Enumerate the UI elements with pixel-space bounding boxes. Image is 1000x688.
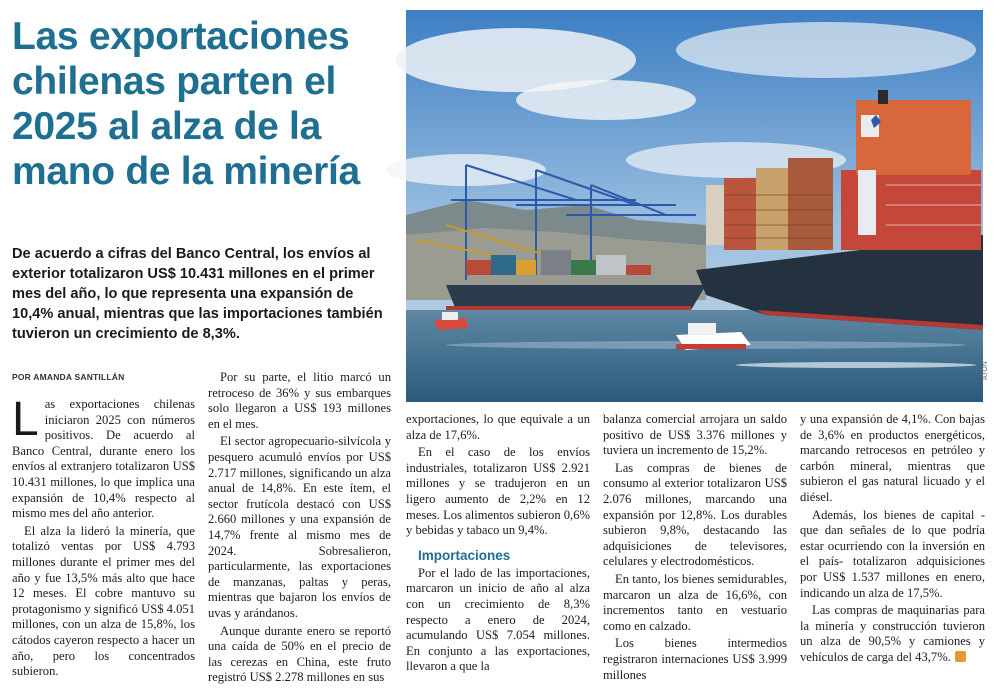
body-column-5	[800, 412, 985, 668]
body-paragraph: Por su parte, el litio marcó un retroceso de 36% y sus embarques solo llegaron a US$ 193 millones en el mes.	[208, 370, 391, 431]
body-paragraph: En tanto, los bienes semidurables, marcaron un alza de 16,6%, con incrementos tanto en vestuario como en calzado.	[603, 571, 787, 633]
body-paragraph: Aunque durante enero se reportó una caída de 50% en el precio de las cerezas en China, este fruto registró US$ 2.278 millones en sus	[208, 623, 391, 685]
port-photo	[406, 10, 983, 402]
body-paragraph: El sector agropecuario-silvícola y pesquero acumuló envíos por US$ 2.717 millones, significando un alza anual de 14,8%. En este ítem, el sector frutícola destacó con US$ 2.660 millones y una expansión de 14,7% frente al mismo mes de 2024. Sobresalieron, particularmente, las exportaciones de manzanas, paltas y peras, mientras que bajaron los envíos de uvas y arándanos.	[208, 434, 391, 620]
body-paragraph: y una expansión de 4,1%. Con bajas de 3,6% en productos energéticos, marcando retrocesos en petróleo y carbón mineral, mientras que subieron el gas natural licuado y el diésel.	[800, 412, 985, 504]
port-ship-image	[406, 10, 983, 402]
body-column-3	[406, 412, 590, 677]
body-column-4	[603, 412, 787, 685]
body-paragraph: Las compras de bienes de consumo al exterior totalizaron US$ 2.076 millones, marcando una expansión por 12,8%. Los durables subieron 9,8%, destacando las adquisiciones de televisores, celulares y electrodomésticos.	[603, 460, 787, 569]
body-paragraph: Por el lado de las importaciones, marcaron un inicio de año al alza con un crecimiento de 8,3% respecto a enero de 2024, acumulando US$ 7.054 millones. En conjunto a las exportaciones, llevaron a que la	[406, 565, 590, 674]
body-paragraph: as exportaciones chilenas iniciaron 2025 con números positivos. De acuerdo al Banco Central, durante enero los envíos al extranjero totalizaron US$ 10.431 millones, lo que implica una expansión de 10,4% respecto al mismo mes del año anterior.	[12, 397, 195, 521]
body-paragraph	[800, 603, 985, 665]
drop-cap: L	[12, 393, 39, 446]
section-subhead: Importaciones	[418, 547, 511, 563]
body-column-2	[208, 370, 391, 688]
byline: POR AMANDA SANTILLÁN	[12, 372, 125, 382]
body-paragraph: Los bienes intermedios registraron internaciones US$ 3.999 millones	[603, 636, 787, 682]
body-paragraph: En el caso de los envíos industriales, totalizaron US$ 2.921 millones y se tradujeron en un ligero aumento de 2,2% en 12 meses. Los alimentos subieron 0,6% y bebidas y tabaco un 9,4%.	[406, 445, 590, 538]
end-of-article-icon	[955, 651, 966, 662]
body-paragraph: Además, los bienes de capital -que dan señales de lo que podría estar ocurriendo con la inversión en el país- totalizaron adquisiciones por US$ 1.537 millones en enero, indicando un alza de 17,5%.	[800, 507, 985, 600]
lead-paragraph: De acuerdo a cifras del Banco Central, los envíos al exterior totalizaron US$ 10.431 millones en el primer mes del año, lo que representa una expansión de 10,4% anual, mientras que las importaciones también tuvieron un crecimiento de 8,3%.	[12, 246, 383, 342]
closing-text: Las compras de maquinarias para la minería y construcción tuvieron un alza de 90,5% y camiones y vehículos de carga del 43,7%.	[800, 603, 985, 664]
body-paragraph: balanza comercial arrojara un saldo positivo de US$ 3.376 millones y tuviera un incremento de 15,2%.	[603, 412, 787, 458]
body-paragraph: exportaciones, lo que equivale a un alza de 17,6%.	[406, 412, 590, 442]
body-column-1	[12, 393, 195, 682]
body-paragraph: El alza la lideró la minería, que totalizó ventas por US$ 4.793 millones durante el primer mes del año y fue 13,5% más alto que hace 12 meses. El cobre mantuvo su protagonismo y significó US$ 4.051 millones, con un alza de 15,8%, los cátodos cayeron respecto a hacer un año, pero los concentrados subieron.	[12, 523, 195, 679]
headline: Las exportaciones chilenas parten el 2025 al alza de la mano de la minería	[12, 15, 360, 193]
photo-credit: ATON	[982, 361, 989, 380]
